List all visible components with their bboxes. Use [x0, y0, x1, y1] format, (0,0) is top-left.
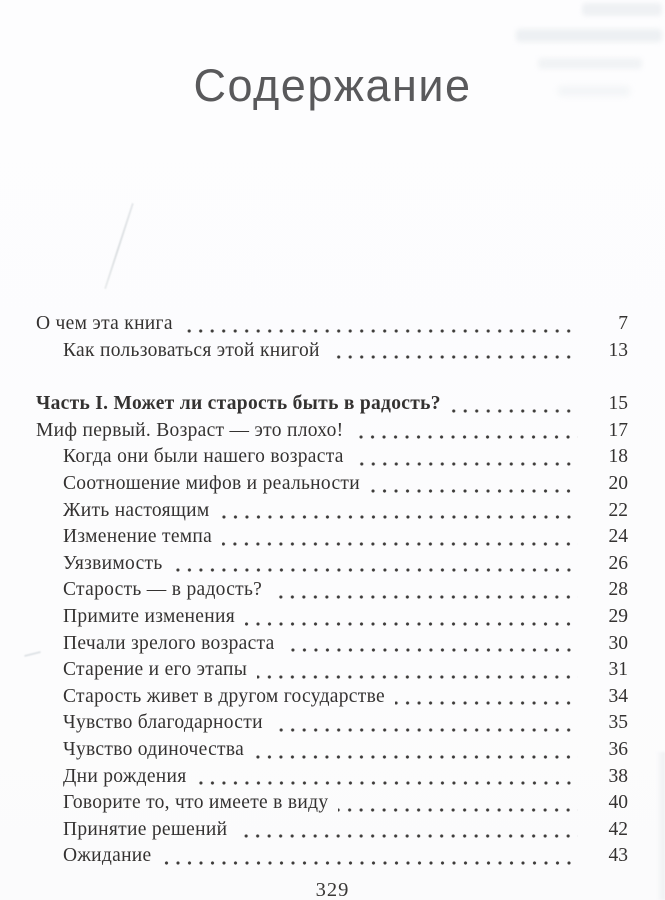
- toc-entry: [36, 604, 628, 631]
- page-edge-shadow: [656, 752, 665, 900]
- toc-entry-label: Когда они были нашего возраста: [63, 446, 344, 468]
- toc-entry-label: Старость живет в другом государстве: [63, 685, 385, 707]
- toc-entry-page: 36: [608, 738, 628, 760]
- toc-entry-page: 34: [608, 685, 628, 707]
- toc-entry-page: 17: [608, 419, 628, 441]
- toc-entry: [36, 524, 628, 551]
- toc-entry-label: Примите изменения: [63, 605, 235, 627]
- toc-entry-page: 22: [608, 499, 628, 521]
- toc-entry-label: Чувство благодарности: [63, 712, 263, 734]
- toc-entry: [36, 843, 628, 870]
- toc-entry-page: 31: [608, 659, 628, 681]
- dotted-leader: [395, 700, 578, 706]
- toc-entry-page: 35: [608, 712, 628, 734]
- toc-entry-label: Дни рождения: [63, 765, 187, 787]
- toc-entry: [36, 764, 628, 791]
- toc-entry: [36, 391, 628, 418]
- toc-entry: [36, 311, 628, 338]
- toc-entry: [36, 710, 628, 737]
- toc-entry-label: Уязвимость: [63, 552, 163, 574]
- toc-entry-page: 13: [608, 339, 628, 361]
- dotted-leader: [354, 461, 578, 467]
- dotted-leader: [353, 434, 578, 440]
- dotted-leader: [222, 541, 578, 547]
- toc-entry-page: 29: [608, 605, 628, 627]
- dotted-leader: [254, 754, 578, 760]
- toc-entry-label: Говорите то, что имеете в виду: [63, 792, 329, 814]
- toc-entry: [36, 790, 628, 817]
- dotted-leader: [162, 860, 579, 866]
- toc-entry-label: Как пользоваться этой книгой: [63, 339, 320, 361]
- dotted-leader: [273, 727, 578, 733]
- toc-entry-label: Печали зрелого возраста: [63, 632, 275, 654]
- dotted-leader: [173, 567, 578, 573]
- toc-entry: [36, 471, 628, 498]
- dotted-leader: [197, 780, 578, 786]
- dotted-leader: [183, 328, 578, 334]
- toc-entry: [36, 631, 628, 658]
- toc-entry-page: 38: [608, 765, 628, 787]
- toc-entry: [36, 737, 628, 764]
- toc-entry-label: Миф первый. Возраст — это плохо!: [36, 419, 344, 441]
- dotted-leader: [451, 408, 578, 414]
- toc-entry-label: Старение и его этапы: [63, 659, 248, 681]
- dotted-leader: [220, 514, 578, 520]
- toc-entry-page: 24: [608, 526, 628, 548]
- dotted-leader: [237, 833, 578, 839]
- toc-entry-label: О чем эта книга: [36, 313, 173, 334]
- dotted-leader: [338, 807, 578, 813]
- dotted-leader: [330, 354, 578, 360]
- toc-entry-page: 18: [608, 446, 628, 468]
- ghost-text-artifact: [582, 3, 662, 16]
- toc-entry: [36, 817, 628, 844]
- dotted-leader: [285, 647, 578, 653]
- toc-entry: [36, 338, 628, 365]
- footer-page-number: 329: [315, 879, 350, 900]
- toc-entry-page: 26: [608, 552, 628, 574]
- toc-entry-label: Соотношение мифов и реальности: [63, 472, 360, 494]
- toc-list: [36, 311, 628, 870]
- dotted-leader: [245, 621, 578, 627]
- toc-entry: [36, 551, 628, 578]
- toc-entry-label: Изменение темпа: [63, 526, 213, 548]
- toc-entry-label: Ожидание: [63, 845, 152, 867]
- toc-entry-page: 20: [608, 472, 628, 494]
- toc-entry: [36, 657, 628, 684]
- toc-entry-page: 7: [618, 313, 628, 334]
- page-title: Содержание: [193, 60, 472, 111]
- toc-entry: [36, 418, 628, 445]
- dotted-leader: [370, 488, 578, 494]
- toc-entry-label: Принятие решений: [63, 818, 228, 840]
- toc-entry-page: 15: [608, 393, 628, 415]
- toc-entry-page: 40: [608, 792, 628, 814]
- toc-entry-page: 42: [608, 818, 628, 840]
- toc-entry-page: 28: [608, 579, 628, 601]
- ghost-text-artifact: [516, 29, 662, 42]
- dotted-leader: [272, 594, 578, 600]
- dotted-leader: [257, 674, 578, 680]
- toc-entry: [36, 498, 628, 525]
- toc-entry: [36, 577, 628, 604]
- toc-entry-page: 30: [608, 632, 628, 654]
- scratch-artifact: [104, 203, 133, 289]
- toc-entry-page: 43: [608, 845, 628, 867]
- toc-entry-label: Жить настоящим: [63, 499, 210, 521]
- toc-entry-label: Чувство одиночества: [63, 738, 245, 760]
- toc-entry-label: Часть I. Может ли старость быть в радость?: [36, 393, 441, 415]
- toc-entry-label: Старость — в радость?: [63, 579, 263, 601]
- toc-entry: [36, 444, 628, 471]
- toc-entry: [36, 684, 628, 711]
